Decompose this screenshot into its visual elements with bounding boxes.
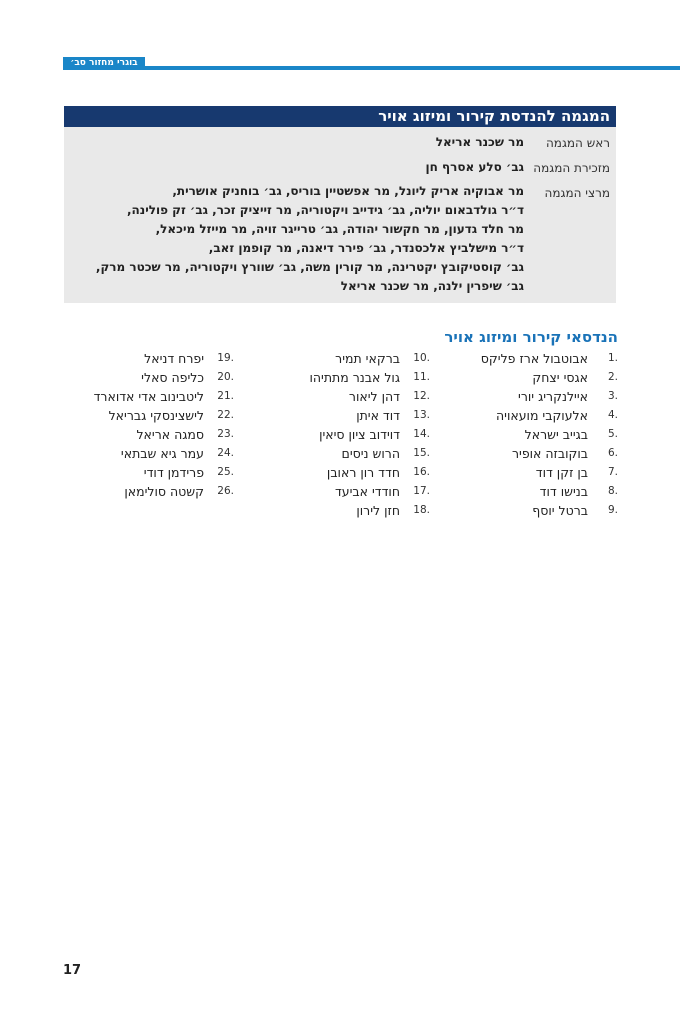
- item-name: ברקאי תמיר: [335, 351, 400, 366]
- item-number: 26.: [217, 485, 234, 497]
- item-number: 3.: [607, 390, 618, 402]
- item-number: 12.: [413, 390, 430, 402]
- item-name: לישצינסקי גבריאל: [108, 408, 204, 423]
- item-name: ברטל יוסף: [532, 503, 588, 518]
- item-name: אלעוקבי מועאויה: [496, 408, 588, 423]
- role-names-head: [74, 133, 524, 152]
- item-number: 9.: [607, 504, 618, 516]
- item-name: פרידמן דודי: [143, 465, 204, 480]
- item-name: בנישו דוד: [539, 484, 588, 499]
- list-item: [260, 444, 430, 463]
- item-name: בוקובזה אופיר: [511, 446, 588, 461]
- item-number: 8.: [607, 485, 618, 497]
- item-name: ליטבינוב אדי אדוארד: [93, 389, 204, 404]
- list-item: [64, 444, 234, 463]
- role-label-head: ראש המגמה: [545, 136, 610, 150]
- item-number: 16.: [413, 466, 430, 478]
- item-number: 6.: [607, 447, 618, 459]
- role-line: מר חלד גדעון, מר חקשור יהודה, גב׳ טרייגר זויה, מר מייזל מיכאל,: [155, 222, 524, 236]
- item-number: 23.: [217, 428, 234, 440]
- item-number: 20.: [217, 371, 234, 383]
- list-item: [448, 349, 618, 368]
- item-number: 25.: [217, 466, 234, 478]
- item-name: חדד רון ראובן: [326, 465, 400, 480]
- list-item: [448, 501, 618, 520]
- list-item: [64, 425, 234, 444]
- list-item: [64, 463, 234, 482]
- role-label-secretary: מזכירת המגמה: [533, 161, 610, 175]
- item-name: דוד איתן: [356, 408, 400, 423]
- list-item: [448, 368, 618, 387]
- role-label-lecturers: מרצי המגמה: [544, 186, 610, 200]
- item-name: איילנקריג יורי: [518, 389, 588, 404]
- item-number: 21.: [217, 390, 234, 402]
- role-line: גב׳ סלע אסרף חן: [425, 160, 524, 174]
- graduates-column-1: [448, 349, 618, 520]
- list-item: [448, 387, 618, 406]
- role-line: גב׳ שיפרין ילנה, מר שכנר אריאל: [340, 279, 524, 293]
- item-number: 10.: [413, 352, 430, 364]
- item-name: גול אבנר מתתיהו: [309, 370, 400, 385]
- department-title: המגמה להנדסת קירור ומיזוג אויר: [378, 107, 610, 125]
- item-number: 4.: [607, 409, 618, 421]
- list-item: [64, 482, 234, 501]
- item-number: 11.: [413, 371, 430, 383]
- item-number: 13.: [413, 409, 430, 421]
- item-name: חזן לירון: [356, 503, 400, 518]
- item-name: כליפה סאלי: [141, 370, 204, 385]
- item-name: הרוש ניסים: [341, 446, 400, 461]
- list-item: [64, 387, 234, 406]
- item-name: אגסי יצחק: [532, 370, 588, 385]
- department-box: [64, 106, 616, 303]
- role-line: ד״ר גולדבאום יוליה, גב׳ גידייב ויקטוריה, מר זייציק זכר, גב׳ זק פולינה,: [126, 203, 524, 217]
- item-number: 1.: [607, 352, 618, 364]
- list-item: [448, 425, 618, 444]
- role-names-lecturers: [74, 182, 524, 296]
- role-line: גב׳ קוסטיקובץ יקטרינה, מר קורין משה, גב׳ שוורץ ויקטוריה, מר שכטר מרק,: [95, 260, 524, 274]
- section-tab: בוגרי מחזור סב׳: [63, 57, 145, 70]
- graduates-column-2: [260, 349, 430, 520]
- item-name: יפרח דניאל: [144, 351, 204, 366]
- item-name: אבוטבול ארז פליקס: [480, 351, 588, 366]
- list-item: [260, 501, 430, 520]
- list-item: [260, 368, 430, 387]
- item-name: בגייב ישראל: [524, 427, 588, 442]
- item-number: 18.: [413, 504, 430, 516]
- item-number: 7.: [607, 466, 618, 478]
- list-item: [260, 425, 430, 444]
- item-number: 19.: [217, 352, 234, 364]
- list-item: [448, 444, 618, 463]
- item-number: 2.: [607, 371, 618, 383]
- list-item: [448, 406, 618, 425]
- graduates-title: הנדסאי קירור ומיזוג אויר: [444, 328, 618, 346]
- graduates-column-3: [64, 349, 234, 501]
- list-item: [260, 349, 430, 368]
- item-name: קשטה סולימאן: [124, 484, 204, 499]
- page-number: 17: [63, 963, 82, 978]
- role-names-secretary: [74, 158, 524, 177]
- list-item: [260, 406, 430, 425]
- list-item: [260, 482, 430, 501]
- item-number: 22.: [217, 409, 234, 421]
- list-item: [64, 349, 234, 368]
- list-item: [64, 406, 234, 425]
- item-name: סמגה אריאל: [136, 427, 204, 442]
- role-line: מר שכנר אריאל: [435, 135, 524, 149]
- item-number: 15.: [413, 447, 430, 459]
- item-name: דהן ליאור: [348, 389, 400, 404]
- list-item: [64, 368, 234, 387]
- role-line: מר אבוקיה אריק ליונל, מר אפשטיין בוריס, גב׳ בוחניק אושרית,: [172, 184, 524, 198]
- item-name: חודדי אביעד: [334, 484, 400, 499]
- list-item: [260, 387, 430, 406]
- item-number: 5.: [607, 428, 618, 440]
- list-item: [448, 463, 618, 482]
- item-number: 14.: [413, 428, 430, 440]
- list-item: [448, 482, 618, 501]
- item-number: 24.: [217, 447, 234, 459]
- item-name: דוידוב ציון סיאין: [319, 427, 400, 442]
- role-line: ד״ר מישלביץ אלכסנדר, גב׳ פירר דיאנה, מר קופמן זאב,: [208, 241, 524, 255]
- item-name: עמר גיא שבתאי: [120, 446, 204, 461]
- item-name: בן זקן דוד: [535, 465, 588, 480]
- list-item: [260, 463, 430, 482]
- department-header: [64, 106, 616, 127]
- top-rule: [63, 66, 680, 70]
- item-number: 17.: [413, 485, 430, 497]
